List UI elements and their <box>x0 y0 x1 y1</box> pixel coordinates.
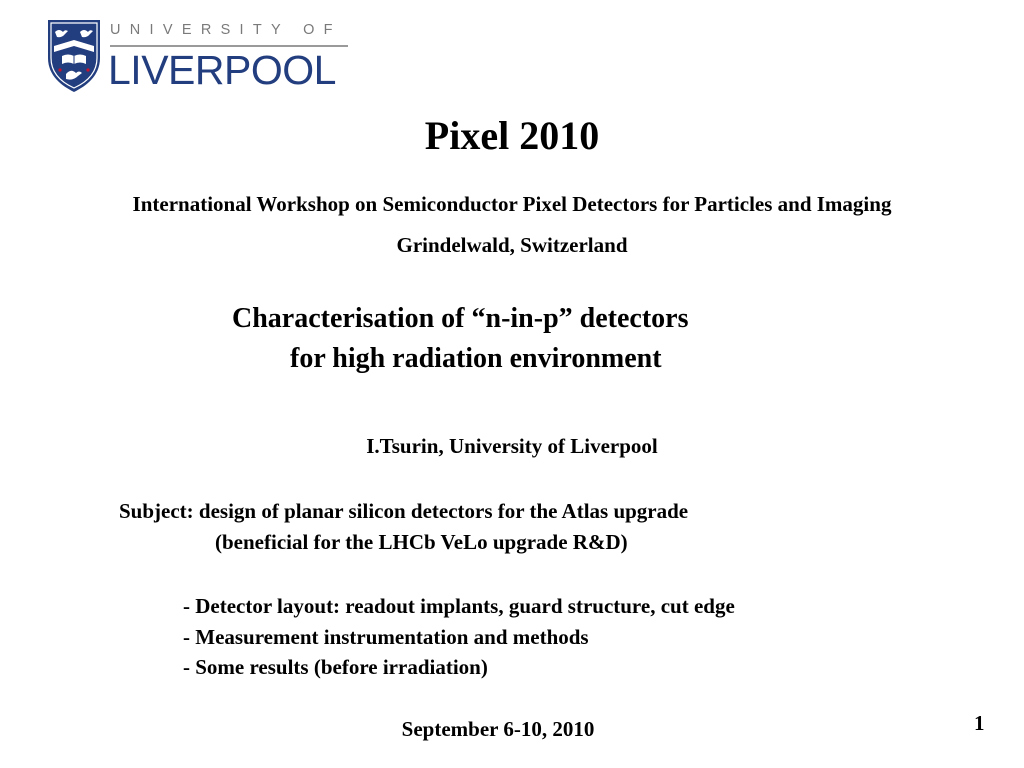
outline-list <box>183 591 735 683</box>
subject-line-2: (beneficial for the LHCb VeLo upgrade R&D) <box>215 530 628 554</box>
page-title: Pixel 2010 <box>424 113 600 158</box>
workshop-name: International Workshop on Semiconductor Pixel Detectors for Particles and Imaging <box>132 192 892 216</box>
workshop-date: September 6-10, 2010 <box>401 717 595 741</box>
workshop-location: Grindelwald, Switzerland <box>396 233 628 257</box>
university-logo <box>46 18 351 98</box>
subject-line-1: Subject: design of planar silicon detectors for the Atlas upgrade <box>119 499 689 523</box>
talk-title-line-2: for high radiation environment <box>290 343 662 374</box>
talk-title-line-1: Characterisation of “n-in-p” detectors <box>232 303 689 334</box>
logo-university-of-text: UNIVERSITY OF <box>110 22 342 38</box>
list-item: - Some results (before irradiation) <box>183 655 488 679</box>
author: I.Tsurin, University of Liverpool <box>366 434 658 458</box>
slide-number: 1 <box>974 711 985 735</box>
list-item: - Measurement instrumentation and methods <box>183 624 589 649</box>
crest-shield-icon <box>46 18 102 94</box>
list-item: - Detector layout: readout implants, guard structure, cut edge <box>183 594 735 618</box>
logo-liverpool-text: LIVERPOOL <box>108 47 336 93</box>
